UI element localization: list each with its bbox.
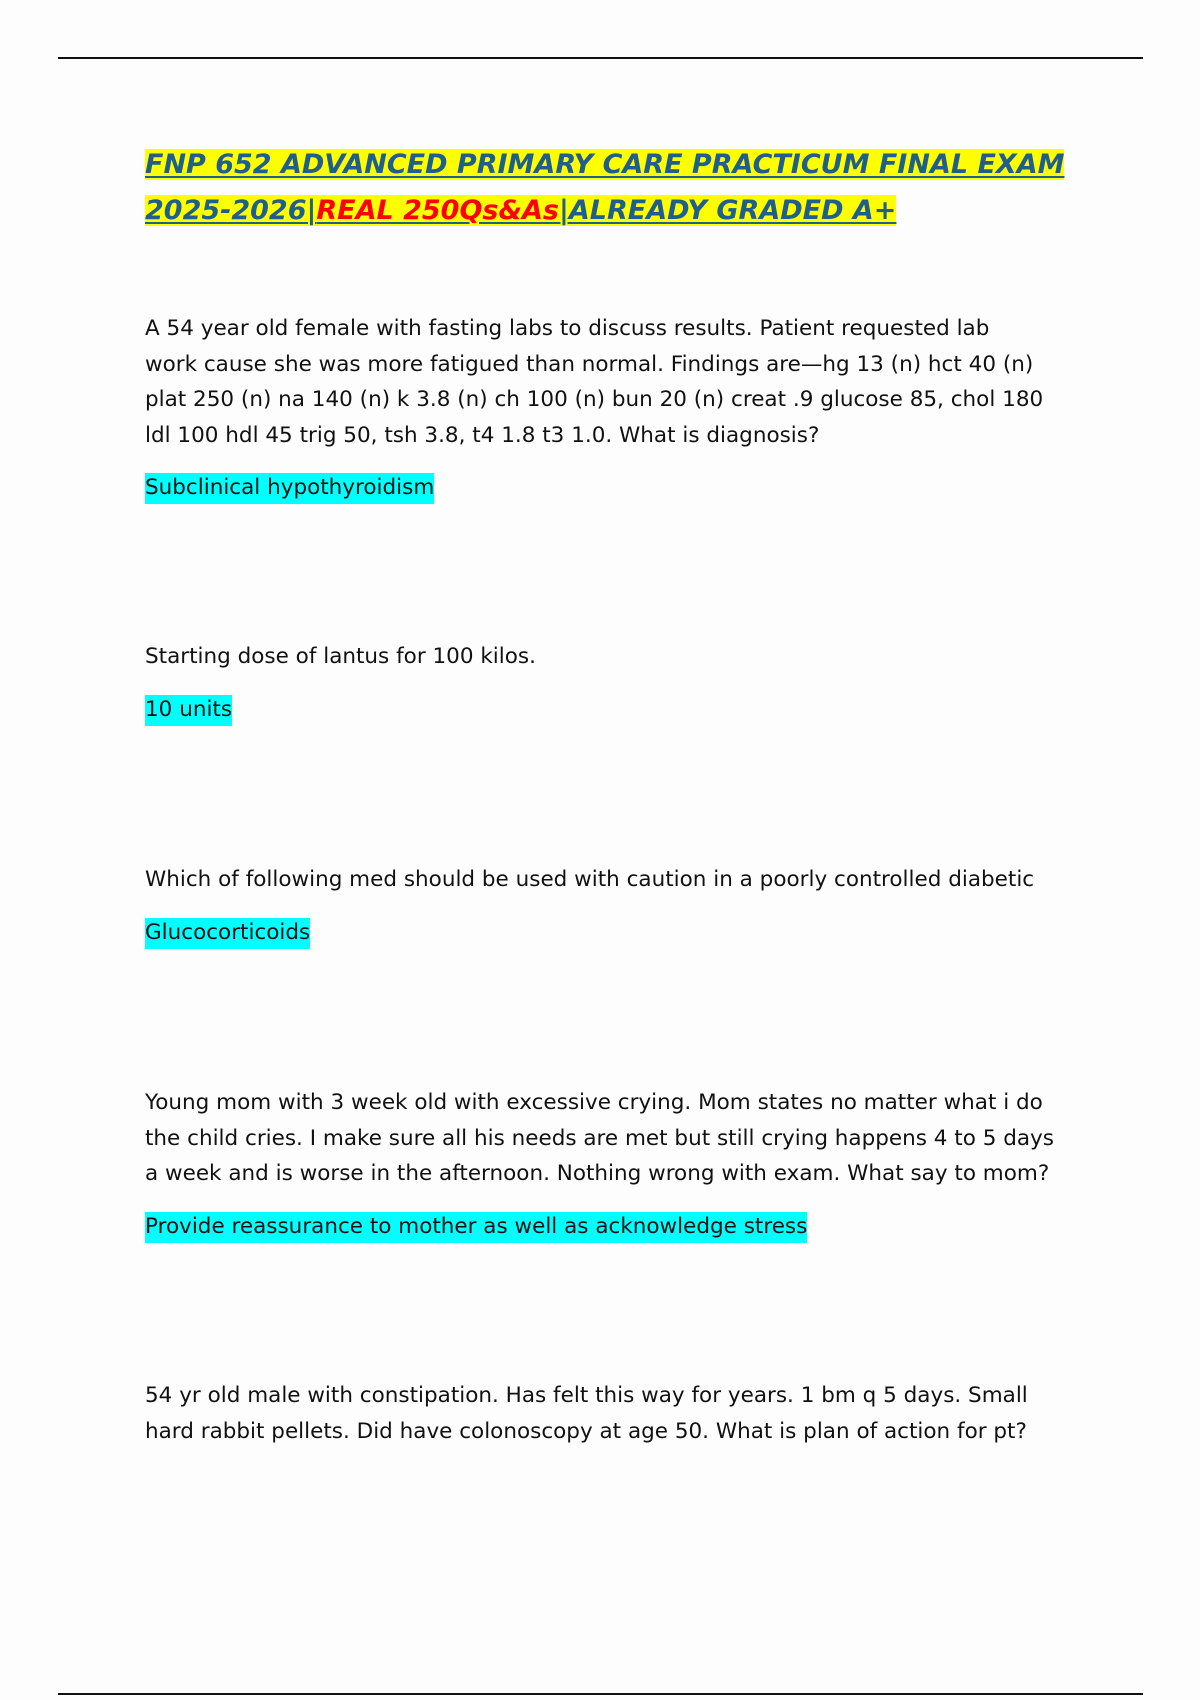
qa-item-5 xyxy=(145,1378,1095,1449)
question-line: A 54 year old female with fasting labs to discuss results. Patient requested lab xyxy=(145,316,990,341)
answer-text xyxy=(145,470,1095,506)
question-text xyxy=(145,1085,1095,1192)
answer-text xyxy=(145,1209,1095,1245)
answer-highlight: Provide reassurance to mother as well as acknowledge stress xyxy=(145,1212,807,1243)
question-line: 54 yr old male with constipation. Has felt this way for years. 1 bm q 5 days. Small xyxy=(145,1383,1028,1408)
question-line: Starting dose of lantus for 100 kilos. xyxy=(145,644,536,669)
title-line-1: FNP 652 ADVANCED PRIMARY CARE PRACTICUM FINAL EXAM xyxy=(145,149,1065,180)
answer-highlight: 10 units xyxy=(145,695,232,726)
document-title xyxy=(145,142,1105,234)
answer-text xyxy=(145,692,1095,728)
question-line: the child cries. I make sure all his needs are met but still crying happens 4 to 5 days xyxy=(145,1125,1054,1151)
question-line: a week and is worse in the afternoon. Nothing wrong with exam. What say to mom? xyxy=(145,1161,1050,1186)
question-line: plat 250 (n) na 140 (n) k 3.8 (n) ch 100 (n) bun 20 (n) creat .9 glucose 85, chol 180 xyxy=(145,387,1044,412)
qa-item-4 xyxy=(145,1085,1095,1244)
title-line-2-emphasis: REAL 250Qs&As xyxy=(316,195,560,226)
question-text xyxy=(145,639,1095,675)
top-rule xyxy=(58,57,1143,59)
answer-highlight: Subclinical hypothyroidism xyxy=(145,473,434,504)
qa-item-3 xyxy=(145,862,1095,950)
question-text xyxy=(145,862,1095,898)
bottom-rule xyxy=(58,1693,1143,1695)
question-text xyxy=(145,1378,1095,1449)
question-line: hard rabbit pellets. Did have colonoscopy at age 50. What is plan of action for pt? xyxy=(145,1418,1027,1444)
question-line: Young mom with 3 week old with excessive crying. Mom states no matter what i do xyxy=(145,1090,1043,1115)
question-line: work cause she was more fatigued than normal. Findings are—hg 13 (n) hct 40 (n) xyxy=(145,351,1034,377)
answer-highlight: Glucocorticoids xyxy=(145,918,310,949)
question-text xyxy=(145,311,1095,453)
qa-item-1 xyxy=(145,311,1095,506)
answer-text xyxy=(145,915,1095,951)
qa-item-2 xyxy=(145,639,1095,727)
title-line-2-end: |ALREADY GRADED A+ xyxy=(559,195,897,226)
question-line: Which of following med should be used with caution in a poorly controlled diabetic xyxy=(145,867,1035,892)
title-line-2-start: 2025-2026| xyxy=(145,195,317,226)
question-line: ldl 100 hdl 45 trig 50, tsh 3.8, t4 1.8 t3 1.0. What is diagnosis? xyxy=(145,422,820,448)
